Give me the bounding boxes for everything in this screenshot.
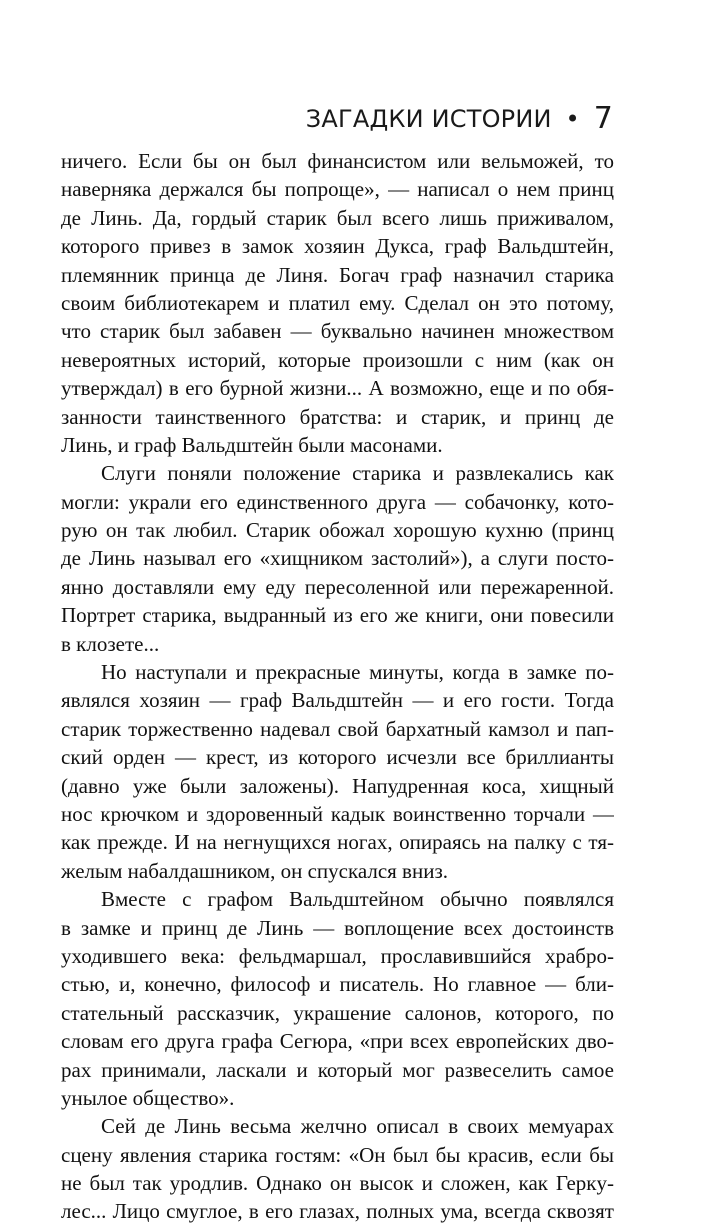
text-line: Сей де Линь весьма желчно описал в своих мемуарах: [101, 1114, 614, 1139]
text-line: стательный рассказчик, украшение салонов, которого, по: [61, 1000, 614, 1025]
paragraph: [61, 885, 614, 1112]
page-number: 7: [593, 101, 613, 136]
text-line: де Линь. Да, гордый старик был всего лишь приживалом,: [61, 205, 614, 230]
text-line: которого привез в замок хозяин Дукса, граф Вальдштейн,: [61, 234, 614, 259]
text-line: своим библиотекарем и платил ему. Сделал он это потому,: [61, 290, 614, 315]
text-line: нос крючком и здоровенный кадык воинственно торчали —: [61, 801, 614, 826]
text-line: (давно уже были заложены). Напудренная коса, хищный: [61, 773, 614, 798]
text-line: лес... Лицо смуглое, в его глазах, полных ума, всегда сквозят: [61, 1199, 614, 1224]
text-line: Вместе с графом Вальдштейном обычно появлялся: [101, 887, 614, 912]
text-line: невероятных историй, которые произошли с ним (как он: [61, 347, 614, 372]
text-line: янно доставляли ему еду пересоленной или пережаренной.: [61, 574, 614, 599]
paragraph: [61, 1112, 614, 1226]
text-line: наверняка держался бы попроще», — написал о нем принц: [61, 177, 614, 202]
text-line: в клозете...: [61, 631, 160, 656]
text-line: рую он так любил. Старик обожал хорошую кухню (принц: [61, 518, 614, 543]
text-line: Но наступали и прекрасные минуты, когда в замке по-: [101, 660, 614, 685]
paragraph: [61, 147, 614, 459]
text-line: сцену явления старика гостям: «Он был бы красив, если бы: [61, 1142, 614, 1167]
text-line: утверждал) в его бурной жизни... А возможно, еще и по обя-: [61, 376, 614, 401]
text-line: Слуги поняли положение старика и развлекались как: [101, 461, 614, 486]
text-line: словам его друга графа Сегюра, «при всех европейских дво-: [61, 1029, 614, 1054]
text-line: унылое общество».: [61, 1085, 235, 1110]
text-line: племянник принца де Линя. Богач граф назначил старика: [61, 262, 614, 287]
text-line: занности таинственного братства: и старик, и принц де: [61, 404, 614, 429]
text-line: Портрет старика, выдранный из его же книги, они повесили: [61, 603, 614, 628]
text-line: уходившего века: фельдмаршал, прославившийся храбро-: [61, 943, 614, 968]
text-line: желым набалдашником, он спускался вниз.: [61, 858, 448, 883]
body-text: [61, 147, 614, 1226]
text-line: ский орден — крест, из которого исчезли все бриллианты: [61, 745, 614, 770]
text-line: могли: украли его единственного друга — собачонку, кото-: [61, 489, 614, 514]
paragraph: [61, 658, 614, 885]
text-line: рах принимали, ласкали и который мог развеселить самое: [61, 1057, 614, 1082]
paragraph: [61, 459, 614, 658]
text-line: ничего. Если бы он был финансистом или вельможей, то: [61, 149, 614, 173]
header-separator: •: [565, 105, 580, 133]
section-title: ЗАГАДКИ ИСТОРИИ: [305, 105, 552, 133]
text-line: стью, и, конечно, философ и писатель. Но главное — бли-: [61, 972, 614, 997]
text-line: старик торжественно надевал свой бархатный камзол и пап-: [61, 716, 614, 741]
running-head: [305, 101, 613, 136]
text-line: в замке и принц де Линь — воплощение всех достоинств: [61, 915, 614, 940]
text-line: как прежде. И на негнущихся ногах, опираясь на палку с тя-: [61, 830, 614, 855]
text-line: являлся хозяин — граф Вальдштейн — и его гости. Тогда: [61, 688, 614, 713]
text-line: что старик был забавен — буквально начинен множеством: [61, 319, 614, 344]
text-line: де Линь называл его «хищником застолий»), а слуги посто-: [61, 546, 614, 571]
text-line: не был так уродлив. Однако он высок и сложен, как Геркy-: [61, 1171, 614, 1196]
text-line: Линь, и граф Вальдштейн были масонами.: [61, 432, 443, 457]
